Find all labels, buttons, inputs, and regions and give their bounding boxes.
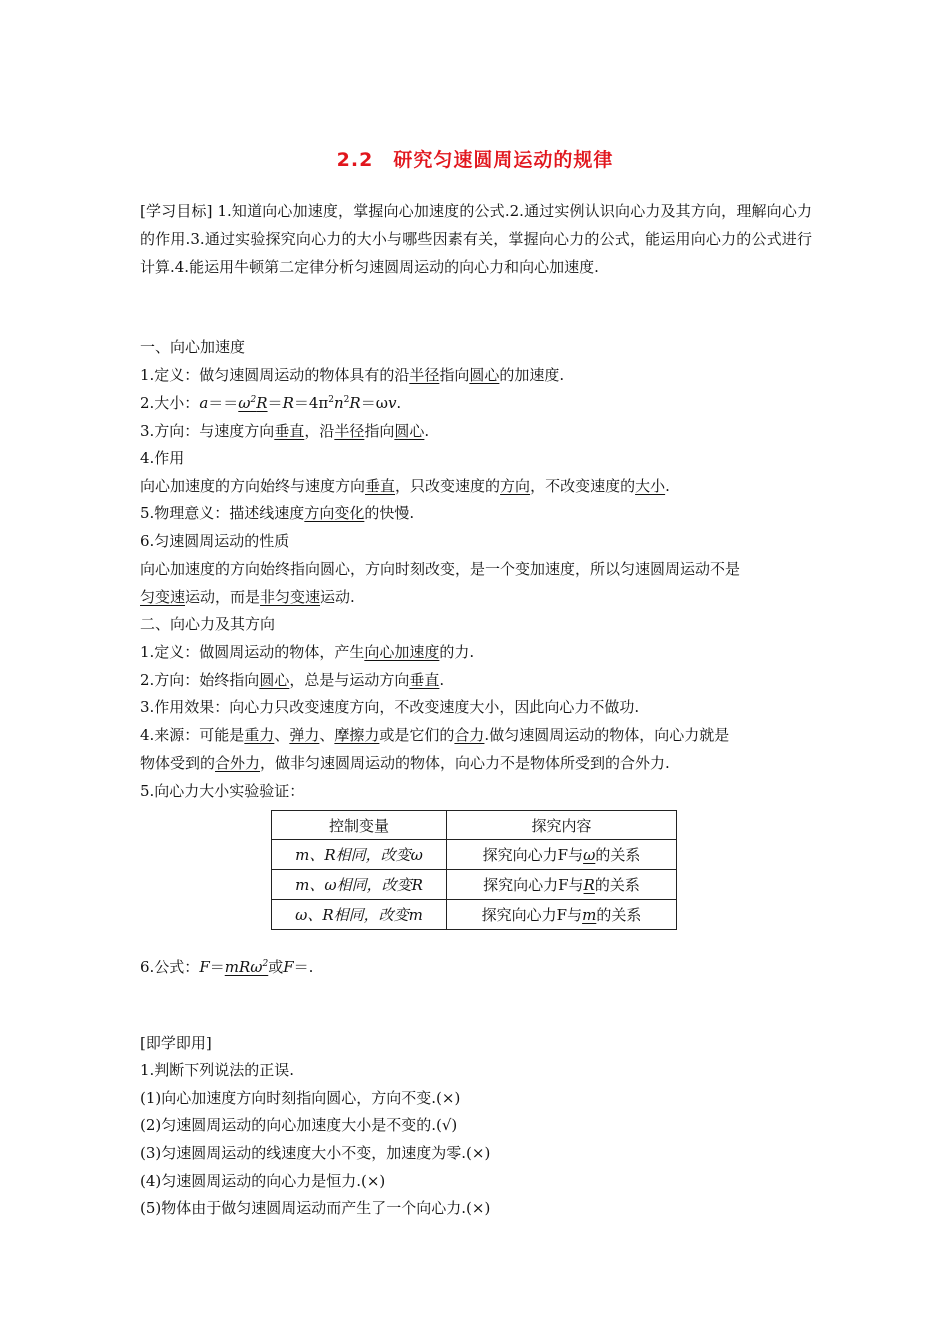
text: ＝4π [293,394,329,412]
answer-blank: 方向 [500,477,531,495]
text: 或 [268,958,284,976]
math: n [334,394,344,412]
answer-blank: 方向变化 [304,504,365,522]
s1-meaning [140,499,820,527]
practice-item: (4)匀速圆周运动的向心力是恒力.(×) [140,1172,386,1190]
text: ，不改变速度的 [530,477,636,495]
text: ，只改变速度的 [395,477,501,495]
answer-blank: 垂直 [274,422,305,440]
text: ，做非匀速圆周运动的物体，向心力不是物体所受到的合外力. [260,754,670,772]
text: 物体受到的 [140,754,216,772]
s2-experiment-heading: 5.向心力大小实验验证： [140,782,305,800]
text: 运动. [320,588,355,606]
text: 的快慢. [364,504,415,522]
text: . [439,671,445,689]
text: 的加速度. [499,366,565,384]
answer-blank: 圆心 [259,671,290,689]
answer-blank: 合力 [454,726,485,744]
experiment-table [271,810,677,930]
table-header-row [272,811,677,840]
table-header: 探究内容 [447,811,677,840]
text: ＝ [209,958,225,976]
table-row [272,870,677,900]
s1-nature-line2 [140,583,820,611]
text: 3.方向：与速度方向 [140,422,275,440]
s2-source-line2 [140,749,820,777]
answer-blank [238,394,267,412]
s2-effect: 3.作用效果：向心力只改变速度方向，不改变速度大小，因此向心力不做功. [140,698,640,716]
text: 5.物理意义：描述线速度 [140,504,305,522]
practice-item: (2)匀速圆周运动的向心加速度大小是不变的.(√) [140,1116,458,1134]
text: 1.定义：做匀速圆周运动的物体具有的沿 [140,366,410,384]
text: 6.公式： [140,958,200,976]
text: 探究向心力F与 [481,906,583,924]
s1-effect [140,472,820,500]
goals-label: [学习目标] [140,202,213,220]
table-cell: m、ω相同，改变R [272,870,447,900]
text: 指向 [439,366,470,384]
s2-definition [140,638,820,666]
math: a [199,394,209,412]
s2-direction [140,666,820,694]
text: ，总是与运动方向 [289,671,410,689]
page-title: 2.2 研究匀速圆周运动的规律 [336,149,614,171]
answer-blank: 向心加速度 [364,643,440,661]
text: ＝＝ [208,394,239,412]
answer-blank: 大小 [635,477,666,495]
practice-item: (1)向心加速度方向时刻指向圆心，方向不变.(×) [140,1089,461,1107]
text: 2.大小： [140,394,200,412]
table-cell [447,870,677,900]
math: F [283,958,294,976]
answer-blank: 垂直 [365,477,396,495]
text: 的关系 [596,906,642,924]
goals-text: 1.知道向心加速度，掌握向心加速度的公式.2.通过实例认识向心力及其方向，理解向心力的作用.3.通过实验探究向心力的大小与哪些因素有关，掌握向心力的公式，能运用向心力的公式进行计算.4.能运用牛顿第二定律分析匀速圆周运动的向心力和向心加速度. [140,202,812,276]
text: 的力. [439,643,475,661]
s1-effect-heading: 4.作用 [140,449,185,467]
learning-goals [140,197,812,281]
table-cell [447,840,677,870]
table-row [272,840,677,870]
text: 2.方向：始终指向 [140,671,260,689]
practice-label: [即学即用] [140,1034,212,1052]
math: R [349,394,361,412]
answer-blank: 半径 [334,422,365,440]
s1-definition [140,361,820,389]
exponent: 2 [262,959,269,969]
table-row [272,900,677,930]
s1-nature-heading: 6.匀速圆周运动的性质 [140,532,290,550]
text: 的关系 [594,876,640,894]
math: F [199,958,210,976]
answer-blank: 半径 [409,366,440,384]
text: 运动，而是 [185,588,261,606]
answer-blank: ω [583,846,596,864]
text: .做匀速圆周运动的物体，向心力就是 [484,726,730,744]
answer-blank: 弹力 [289,726,320,744]
text: ＝ [267,394,283,412]
text: ＝. [293,958,314,976]
answer-blank: R [583,876,595,894]
table-cell: m、R相同，改变ω [272,840,447,870]
practice-question: 1.判断下列说法的正误. [140,1061,295,1079]
answer-blank: 匀变速 [140,588,186,606]
table-header: 控制变量 [272,811,447,840]
s1-magnitude [140,389,820,417]
s2-formula [140,953,820,981]
answer-blank: 合外力 [215,754,261,772]
exponent: 2 [343,395,350,405]
text: 向心加速度的方向始终与速度方向 [140,477,366,495]
text: 、 [274,726,290,744]
math: R [282,394,294,412]
answer-blank: 圆心 [394,422,425,440]
answer-blank: m [582,906,597,924]
answer-blank [225,958,268,976]
answer-blank: 圆心 [469,366,500,384]
text: 、 [319,726,335,744]
text: ，沿 [304,422,335,440]
practice-item: (5)物体由于做匀速圆周运动而产生了一个向心力.(×) [140,1199,491,1217]
section2-heading: 二、向心力及其方向 [140,615,276,633]
text: 4.来源：可能是 [140,726,245,744]
exponent: 2 [328,395,334,405]
math: ω [238,394,251,412]
section1-heading: 一、向心加速度 [140,338,246,356]
table-cell: ω、R相同，改变m [272,900,447,930]
text: . [665,477,670,495]
text: 的关系 [595,846,641,864]
text: . [396,394,402,412]
answer-blank: 摩擦力 [334,726,380,744]
math: R [256,394,268,412]
s1-direction [140,417,820,445]
practice-item: (3)匀速圆周运动的线速度大小不变，加速度为零.(×) [140,1144,491,1162]
math: mRω [224,958,263,976]
table-cell [447,900,677,930]
text: 探究向心力F与 [483,876,584,894]
text: 指向 [364,422,395,440]
text: 探究向心力F与 [482,846,584,864]
answer-blank: 非匀变速 [260,588,321,606]
text: 1.定义：做圆周运动的物体，产生 [140,643,365,661]
math: v [387,394,397,412]
answer-blank: 垂直 [409,671,440,689]
s1-nature-line1: 向心加速度的方向始终指向圆心，方向时刻改变，是一个变加速度，所以匀速圆周运动不是 [140,560,741,578]
text: 或是它们的 [379,726,455,744]
text: . [424,422,430,440]
text: ＝ω [360,394,388,412]
exponent: 2 [250,395,257,405]
answer-blank: 重力 [244,726,275,744]
s2-source-line1 [140,721,820,749]
